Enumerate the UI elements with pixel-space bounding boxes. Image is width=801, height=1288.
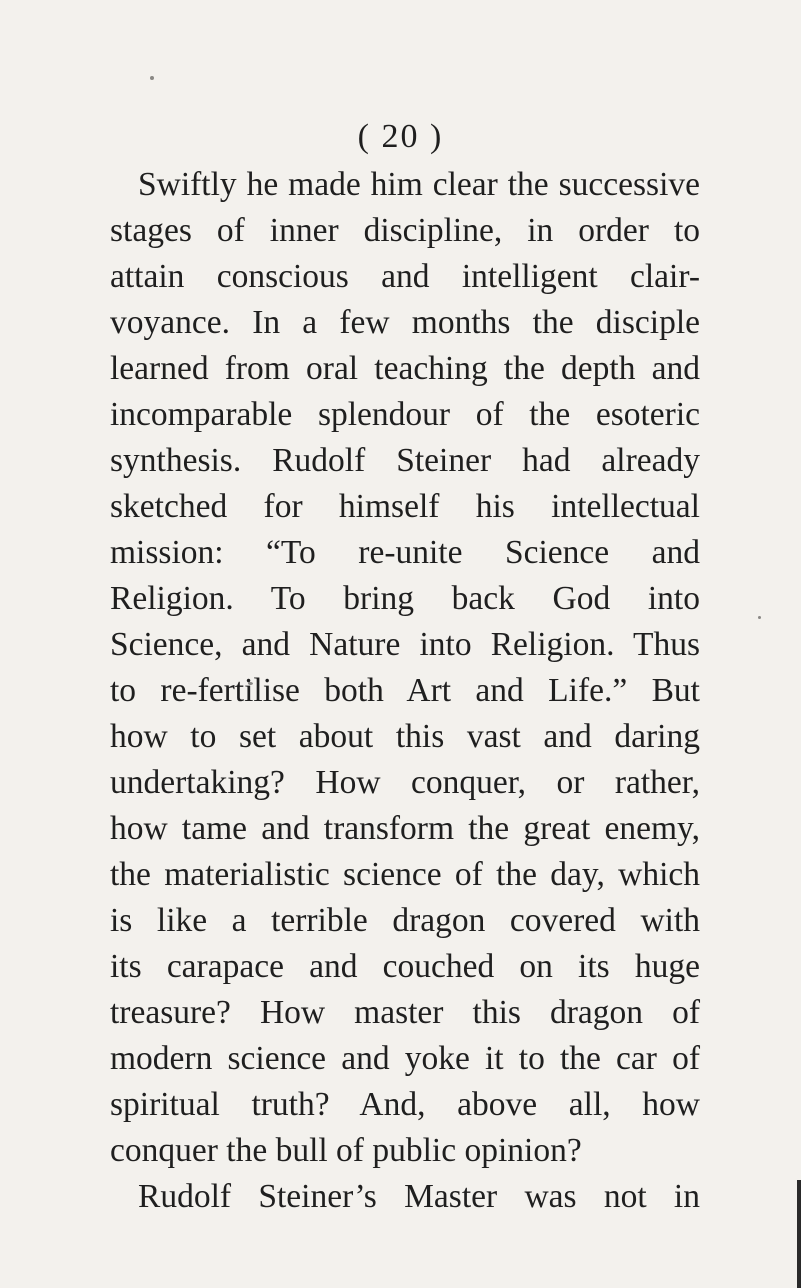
text-line: treasure? How master this dragon of xyxy=(110,994,700,1031)
paper-speck xyxy=(758,616,761,619)
text-line: the materialistic science of the day, which xyxy=(110,856,700,893)
page-edge-shadow xyxy=(797,1180,801,1288)
text-line: how to set about this vast and daring xyxy=(110,718,700,755)
text-line: learned from oral teaching the depth and xyxy=(110,350,700,387)
text-line: incomparable splendour of the esoteric xyxy=(110,396,700,433)
text-line: voyance. In a few months the disciple xyxy=(110,304,700,341)
body-text xyxy=(110,162,700,1220)
text-line: mission: “To re-unite Science and xyxy=(110,534,700,571)
text-line: modern science and yoke it to the car of xyxy=(110,1040,700,1077)
text-line: Swiftly he made him clear the successive xyxy=(138,166,700,203)
text-line: spiritual truth? And, above all, how xyxy=(110,1086,700,1123)
text-line: to re-fertilise both Art and Life.” But xyxy=(110,672,700,709)
paper-speck xyxy=(150,76,154,80)
text-line: Science, and Nature into Religion. Thus xyxy=(110,626,700,663)
text-line: undertaking? How conquer, or rather, xyxy=(110,764,700,801)
text-line: its carapace and couched on its huge xyxy=(110,948,700,985)
text-line: attain conscious and intelligent clair- xyxy=(110,258,700,295)
text-line: conquer the bull of public opinion? xyxy=(110,1132,582,1169)
text-line: how tame and transform the great enemy, xyxy=(110,810,700,847)
text-line: is like a terrible dragon covered with xyxy=(110,902,700,939)
text-line: sketched for himself his intellectual xyxy=(110,488,700,525)
text-line: synthesis. Rudolf Steiner had already xyxy=(110,442,700,479)
text-line: Rudolf Steiner’s Master was not in xyxy=(138,1178,700,1215)
page-number: ( 20 ) xyxy=(357,118,444,155)
text-line: Religion. To bring back God into xyxy=(110,580,700,617)
text-line: stages of inner discipline, in order to xyxy=(110,212,700,249)
